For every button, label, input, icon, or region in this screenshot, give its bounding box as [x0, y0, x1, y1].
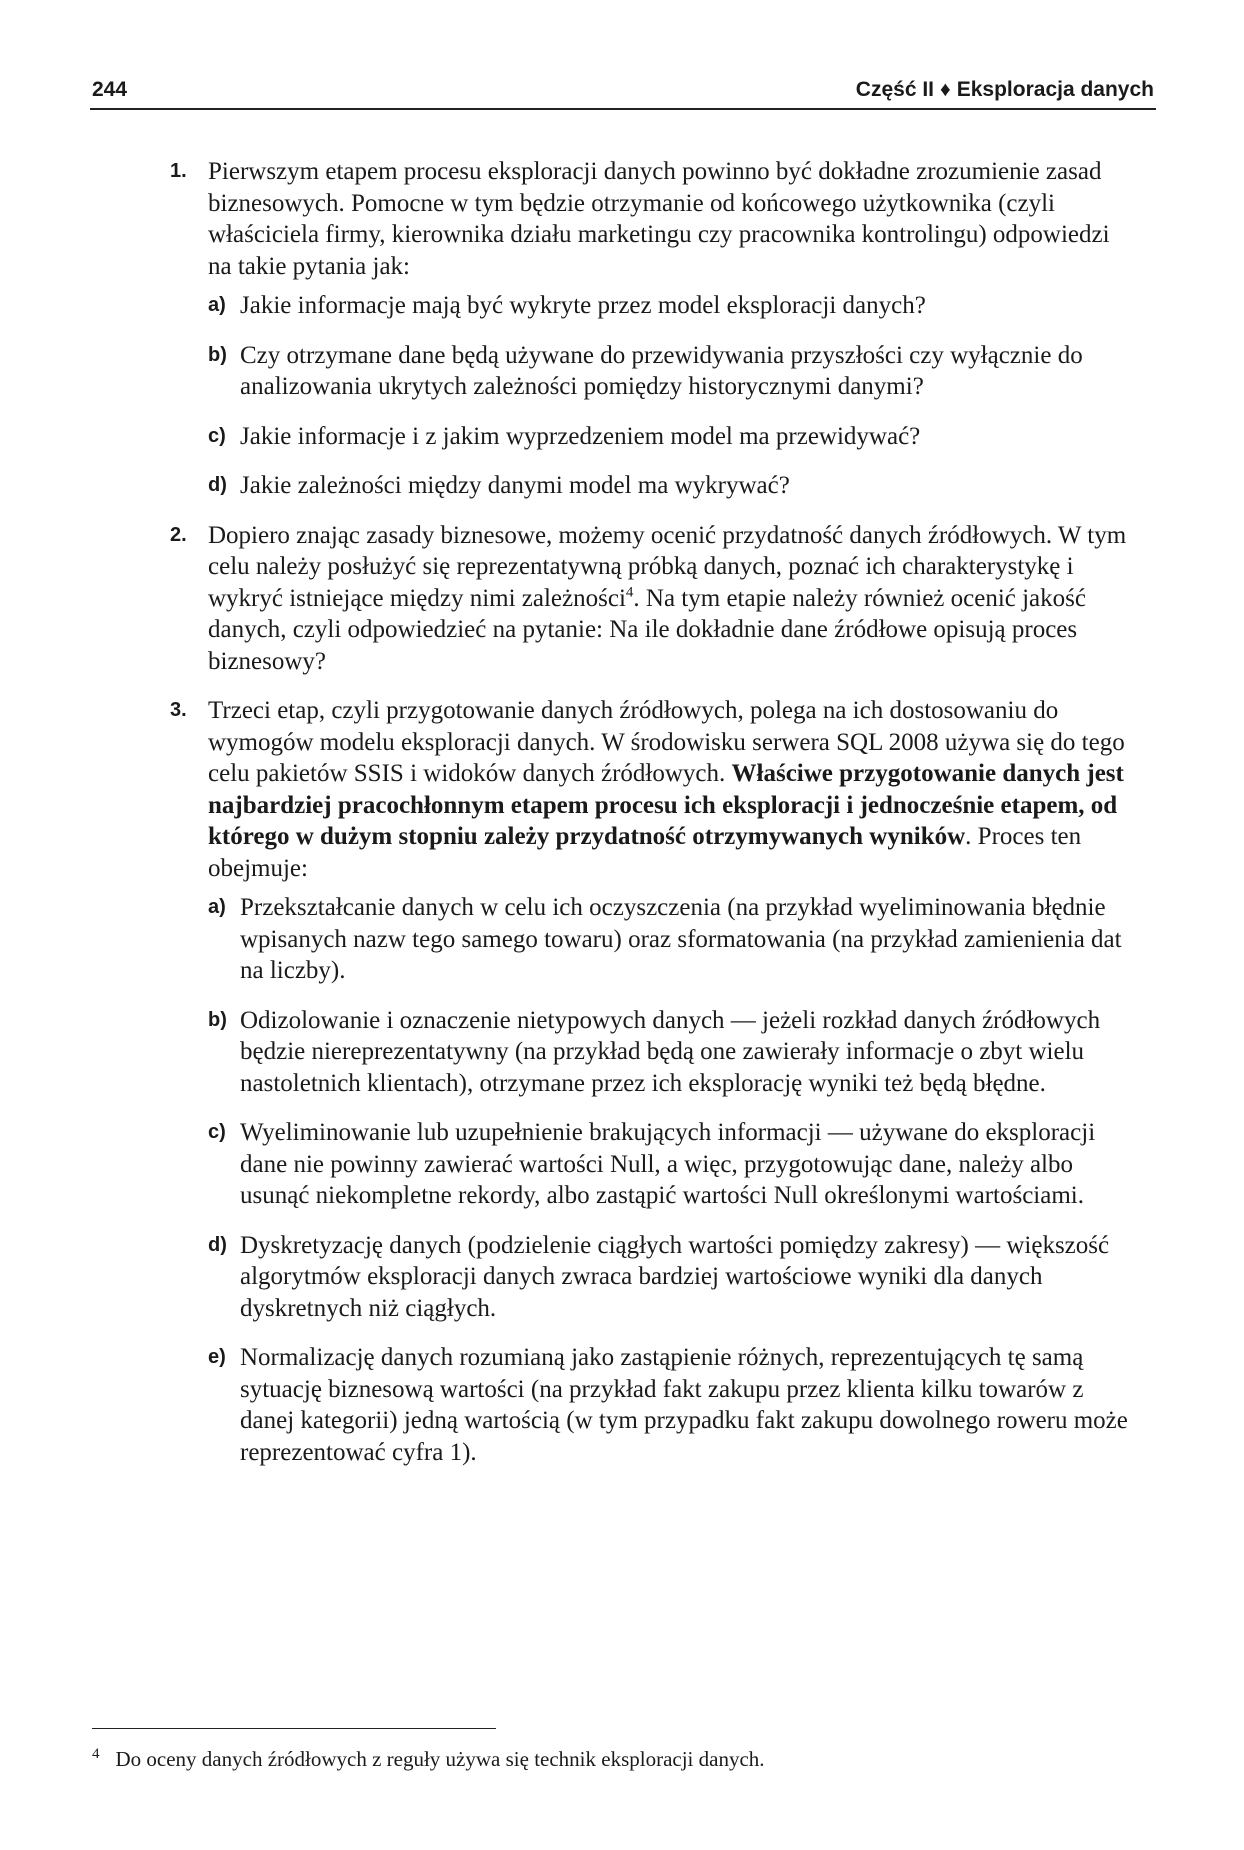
sub-item-text: Przekształcanie danych w celu ich oczyszczenia (na przykład wyeliminowania błędnie wpisanych nazw tego samego towaru) oraz sformatowania (na przykład zamienienia dat na liczby). [240, 894, 1122, 984]
sub-item-b [208, 340, 1128, 403]
sub-item-text: Jakie zależności między danymi model ma wykrywać? [240, 472, 790, 499]
sub-item-text: Normalizację danych rozumianą jako zastąpienie różnych, reprezentujących tę samą sytuację biznesową wartości (na przykład fakt zakupu przez klienta kilku towarów z danej kategorii) jedną wartością (w tym przypadku fakt zakupu dowolnego roweru może reprezentować cyfra 1). [240, 1344, 1128, 1466]
list-number: 3. [170, 699, 187, 721]
list-item-text [208, 695, 1128, 884]
sub-item-a [208, 290, 1128, 322]
sub-item-text: Odizolowanie i oznaczenie nietypowych danych — jeżeli rozkład danych źródłowych będzie niereprezentatywny (na przykład będą one zawierały informacje o zbyt wielu nastoletnich klientach), otrzymane przez ich eksplorację wyniki też będą błędne. [240, 1006, 1101, 1097]
text-run: Trzeci etap, czyli przygotowanie danych źródłowych, polega na ich dostosowaniu do wymogów modelu eksploracji danych. W środowisku serwera SQL 2008 używa się do tego celu pakietów SSIS i widoków danych źródłowych. [208, 697, 1125, 787]
text-run: Dopiero znając zasady biznesowe, możemy ocenić przydatność danych źródłowych. W tym celu należy posłużyć się reprezentatywną próbką danych, poznać ich charakterystykę i wykryć istniejące między nimi zależności [208, 521, 1127, 612]
sub-item-text: Wyeliminowanie lub uzupełnienie brakujących informacji — używane do eksploracji dane nie powinny zawierać wartości Null, a więc, przygotowując dane, należy albo usunąć niekompletne rekordy, albo zastąpić wartości Null określonymi wartościami. [240, 1119, 1096, 1209]
sub-item-letter: b) [208, 343, 227, 366]
bold-text-run: Właściwe przygotowanie danych jest najbardziej pracochłonnym etapem procesu ich eksploracji i jednocześnie etapem, od którego w dużym stopniu zależy przydatność otrzymywanych wyników [208, 760, 1124, 850]
sub-item-text: Jakie informacje mają być wykryte przez model eksploracji danych? [240, 292, 926, 319]
list-number: 1. [170, 160, 187, 182]
sub-item-letter: b) [208, 1008, 227, 1031]
sub-item-letter: d) [208, 474, 227, 496]
sub-item-text: Jakie informacje i z jakim wyprzedzeniem model ma przewidywać? [240, 422, 921, 450]
sub-item-d [208, 470, 1128, 502]
list-item-3 [170, 695, 1128, 1468]
sub-item-text: Dyskretyzację danych (podzielenie ciągłych wartości pomiędzy zakresy) — większość algorytmów eksploracji danych zwraca bardziej wartościowe wyniki dla danych dyskretnych niż ciągłych. [240, 1231, 1110, 1322]
chapter-label: Eksploracja danych [956, 78, 1154, 101]
list-number: 2. [170, 523, 187, 546]
sub-item-letter: d) [208, 1233, 227, 1256]
footnote-divider [92, 1728, 496, 1729]
sub-item-c [208, 421, 1128, 453]
list-item-2 [170, 520, 1128, 678]
footnote-mark: 4 [92, 1746, 100, 1762]
sub-item-b [208, 1005, 1128, 1100]
running-head [856, 78, 1154, 102]
sub-item-letter: a) [208, 896, 226, 918]
sub-item-letter: a) [208, 294, 226, 316]
sub-item-e [208, 1342, 1128, 1468]
sub-item-d [208, 1230, 1128, 1325]
sub-item-letter: c) [208, 1121, 226, 1143]
footnote-reference: 4 [625, 584, 634, 601]
diamond-separator-icon: ♦ [940, 78, 951, 101]
page-header [90, 72, 1156, 110]
footnote [92, 1746, 1092, 1772]
list-item-text [208, 520, 1128, 678]
page-number: 244 [92, 78, 128, 101]
text-run: . Proces ten obejmuje: [208, 823, 1082, 882]
main-content [170, 156, 1128, 1486]
sub-item-a [208, 892, 1128, 987]
footnote-text: Do oceny danych źródłowych z reguły używa się technik eksploracji danych. [115, 1747, 765, 1771]
sub-item-letter: c) [208, 424, 226, 447]
list-item-text: Pierwszym etapem procesu eksploracji danych powinno być dokładne zrozumienie zasad biznesowych. Pomocne w tym będzie otrzymanie od końcowego użytkownika (czyli właściciela firmy, kierownika działu marketingu czy pracownika kontrolingu) odpowiedzi na takie pytania jak: [208, 158, 1110, 280]
text-run: . Na tym etapie należy również ocenić jakość danych, czyli odpowiedzieć na pytanie: Na ile dokładnie dane źródłowe opisują proces biznesowy? [208, 584, 1086, 675]
sub-item-c [208, 1117, 1128, 1212]
part-label: Część II [855, 78, 935, 101]
list-item-1 [170, 156, 1128, 502]
sub-item-letter: e) [208, 1346, 226, 1368]
sub-item-text: Czy otrzymane dane będą używane do przewidywania przyszłości czy wyłącznie do analizowania ukrytych zależności pomiędzy historycznymi danymi? [240, 341, 1083, 400]
